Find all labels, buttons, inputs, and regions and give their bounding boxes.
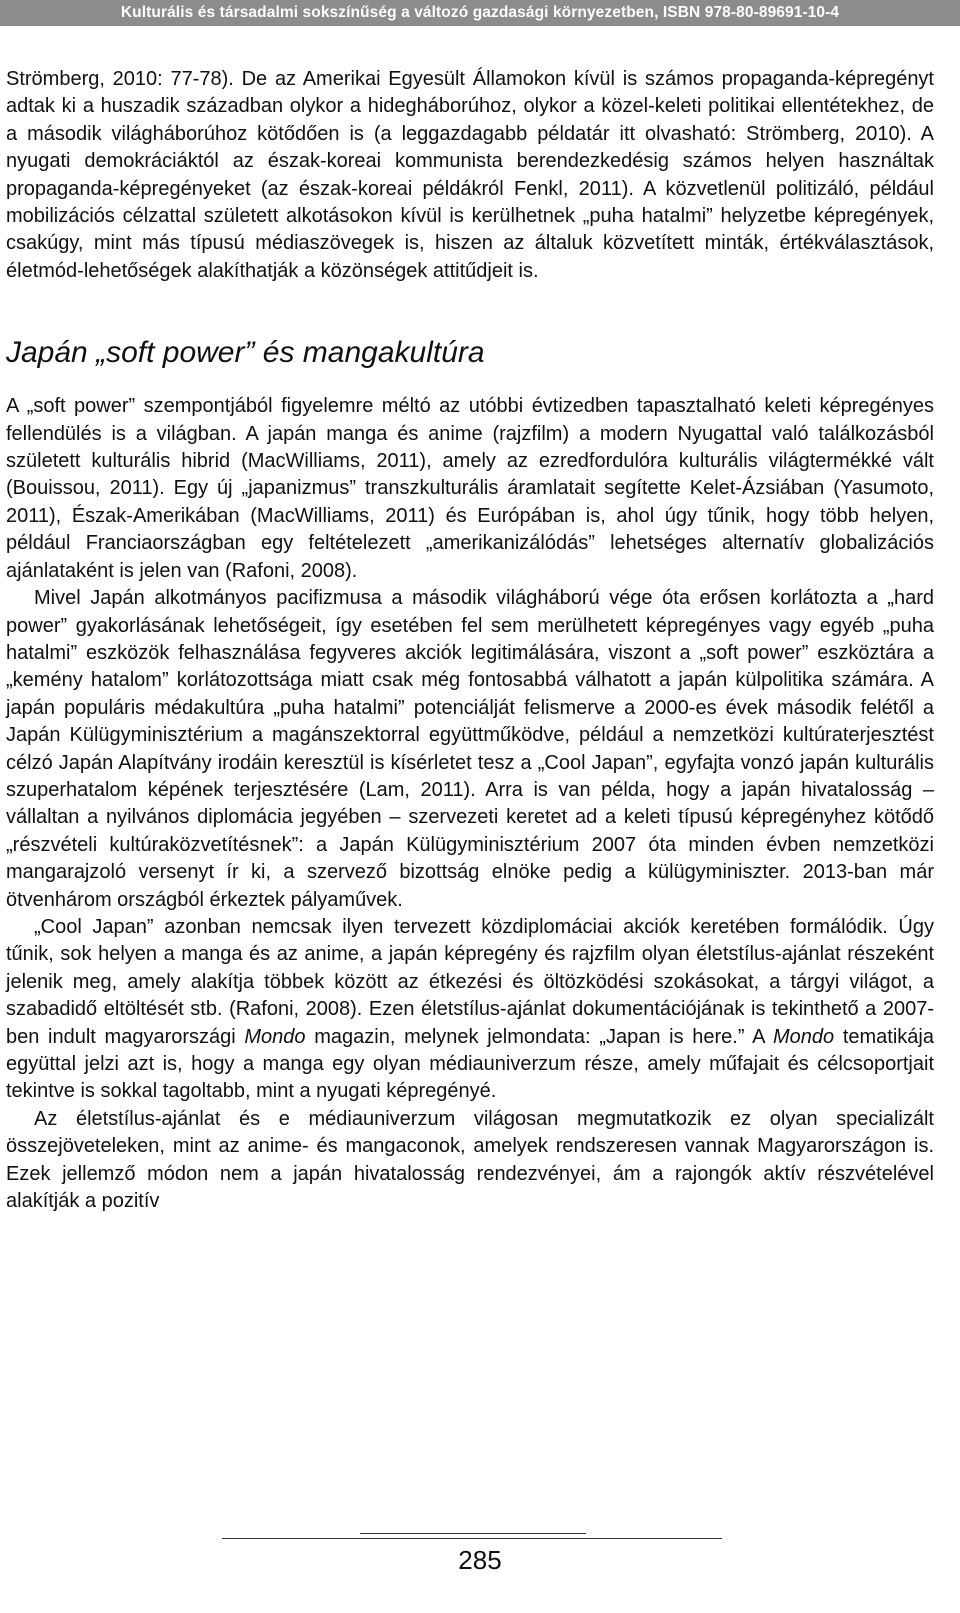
page-number: 285 — [458, 1545, 502, 1575]
running-header-title: Kulturális és társadalmi sokszínűség a változó gazdasági környezetben, ISBN 978-80-89691-10-4 — [120, 4, 840, 21]
page-body — [6, 66, 934, 1215]
body-paragraph: A „soft power” szempontjából figyelemre méltó az utóbbi évtizedben tapasztalható keleti képregényes fellendülés is a világban. A japán manga és anime (rajzfilm) a modern Nyugattal való találkozásból született kulturális hibrid (MacWilliams, 2011), amely az ezredfordulóra kulturális világtermékké vált (Bouissou, 2011). Egy új „japanizmus” transzkulturális áramlatait segítette Kelet-Ázsiában (Yasumoto, 2011), Észak-Amerikában (MacWilliams, 2011) és Európában is, ahol úgy tűnik, hogy több helyen, például Franciaországban egy feltételezett „amerikanizálódás” lehetséges alternatív globalizációs ajánlataként is jelen van (Rafoni, 2008). — [6, 395, 934, 582]
body-paragraph — [6, 914, 934, 1106]
footer-rule — [222, 1538, 722, 1539]
body-paragraph: Strömberg, 2010: 77-78). De az Amerikai Egyesült Államokon kívül is számos propaganda-képregényt adtak ki a huszadik században olykor a hidegháborúhoz, olykor a közel-keleti politikai ellentétekhez, de a második világháborúhoz kötődően is (a leggazdagabb példatár itt olvasható: Strömberg, 2010). A nyugati demokráciáktól az észak-koreai kommunista berendezkedésig számos helyen használtak propaganda-képregényeket (az észak-koreai példákról Fenkl, 2011). A közvetlenül politizáló, például mobilizációs célzattal született alkotásokon kívül is kerülhetnek „puha hatalmi” helyzetbe képregények, csakúgy, mint más típusú médiaszövegek is, hiszen az általuk közvetített minták, értékválasztások, életmód-lehetőségek alakíthatják a közönségek attitűdjeit is. — [6, 68, 934, 282]
paragraph-text: magazin, melynek jelmondata: „Japan is here.” A — [305, 1025, 773, 1048]
magazine-title: Mondo — [244, 1025, 306, 1048]
footer-rule-short — [360, 1533, 586, 1534]
section-heading: Japán „soft power” és mangakultúra — [6, 336, 485, 370]
body-paragraph: Mivel Japán alkotmányos pacifizmusa a második világháború vége óta erősen korlátozta a „hard power” gyakorlásának lehetőségeit, így esetében fel sem merülhetett képregényes vagy egyéb „puha hatalmi” eszközök felhasználása fegyveres akciók legitimálására, viszont a „soft power” eszköztára a „kemény hatalom” korlátozottsága miatt csak még fontosabbá válhatott a japán külpolitika számára. A japán populáris médakultúra „puha hatalmi” potenciálját felismerve a 2000-es évek második felétől a Japán Külügyminisztérium a magánszektorral együttműködve, például a nemzetközi kultúraterjesztést célzó Japán Alapítvány irodáin keresztül is kísérletet tesz a „Cool Japan”, egyfajta vonzó japán kulturális szuperhatalom képének terjesztésére (Lam, 2011). Arra is van példa, hogy a japán hivatalosság – vállaltan a nyilvános diplomácia jegyében – szervezeti keretet ad a keleti típusú képregényhez kötődő „részvételi kultúraközvetítésnek”: a Japán Külügyminisztérium 2007 óta minden évben nemzetközi mangarajzoló versenyt ír ki, a szervező bizottság elnöke pedig a külügyminiszter. 2013-ban már ötvenhárom országból érkeztek pályaművek. — [6, 587, 934, 911]
paragraph-text: tematikája együttal jelzi azt is, hogy a manga egy olyan médiauniverzum része, amely műfajait és célcsoportjait tekintve is sokkal tagoltabb, mint a nyugati képregényé. — [6, 1025, 934, 1103]
running-header — [0, 0, 960, 26]
magazine-title: Mondo — [773, 1025, 835, 1048]
paragraph-text: „Cool Japan” azonban nemcsak ilyen tervezett közdiplomáciai akciók keretében formálódik. Úgy tűnik, sok helyen a manga és az anime, a japán képregény és rajzfilm olyan életstílus-ajánlat részeként jelenik meg, amely alakítja többek között az étkezési és öltözködési szokásokat, a tárgyi világot, a szabadidő eltöltését stb. (Rafoni, 2008). Ezen életstílus-ajánlat dokumentációjának is tekinthető a 2007-ben indult magyarországi — [6, 915, 934, 1048]
body-paragraph: Az életstílus-ajánlat és e médiauniverzum világosan megmutatkozik ez olyan specializált összejöveteleken, mint az anime- és mangaconok, amelyek rendszeresen vannak Magyarországon is. Ezek jellemző módon nem a japán hivatalosság rendezvényei, ám a rajongók aktív részvételével alakítják a pozitív — [6, 1107, 934, 1213]
